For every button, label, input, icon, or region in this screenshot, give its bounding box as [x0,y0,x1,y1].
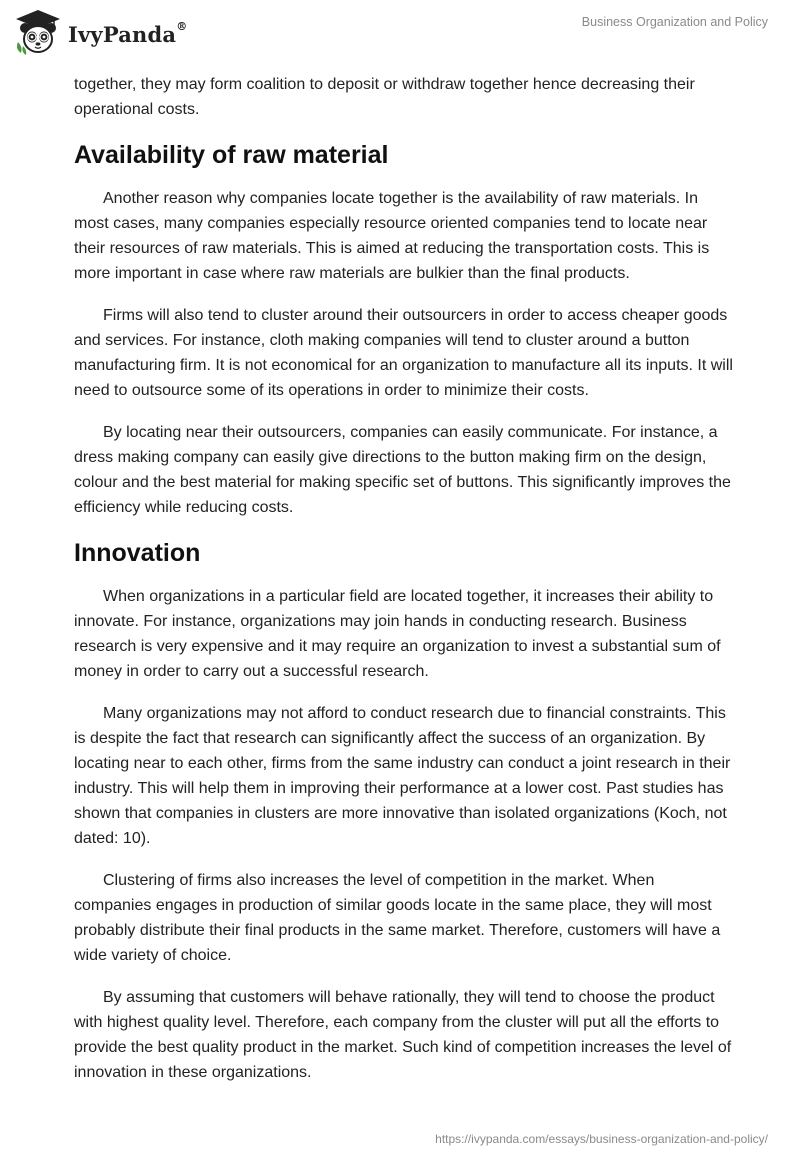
essay-body [74,72,734,1102]
paragraph: Clustering of firms also increases the level of competition in the market. When companies engages in production of similar goods locate in the same place, they will most probably distribute their final products in the same market. Therefore, customers will have a wide variety of choice. [74,872,721,964]
source-url-link[interactable]: https://ivypanda.com/essays/business-organization-and-policy/ [435,1132,768,1146]
paragraph: Many organizations may not afford to conduct research due to financial constraints. This is despite the fact that research can significantly affect the success of an organization. By locating near to each other, firms from the same industry can conduct a joint research in their industry. This will help them in improving their performance at a lower cost. Past studies has shown that companies in clusters are more innovative than isolated organizations (Koch, not dated: 10). [74,705,731,847]
section-heading: Innovation [74,539,201,567]
document-title: Business Organization and Policy [581,15,768,29]
ivypanda-logo[interactable] [14,8,187,56]
brand-name: IvyPanda® [68,19,188,47]
paragraph: When organizations in a particular field are located together, it increases their ability to innovate. For instance, organizations may join hands in conducting research. Business research is very expensive and it may require an organization to invest a substantial sum of money in order to carry out a successful research. [74,588,721,680]
paragraph: By locating near their outsourcers, companies can easily communicate. For instance, a dress making company can easily give directions to the button making firm on the design, colour and the best material for making specific set of buttons. This significantly improves the efficiency while reducing costs. [74,424,731,516]
panda-graduation-cap-icon [14,8,62,56]
paragraph: Another reason why companies locate together is the availability of raw materials. In most cases, many companies especially resource oriented companies tend to locate near their resources of raw materials. This is aimed at reducing the transportation costs. This is more important in case where raw materials are bulkier than the final products. [74,190,710,282]
paragraph: By assuming that customers will behave rationally, they will tend to choose the product with highest quality level. Therefore, each company from the cluster will put all the efforts to provide the best quality product in the market. Such kind of competition increases the level of innovation in these organizations. [74,989,732,1081]
paragraph: together, they may form coalition to deposit or withdraw together hence decreasing their operational costs. [74,76,695,118]
page-header [0,0,800,70]
paragraph: Firms will also tend to cluster around their outsourcers in order to access cheaper goods and services. For instance, cloth making companies will tend to cluster around a button manufacturing firm. It is not economical for an organization to manufacture all its inputs. It will need to outsource some of its operations in order to minimize their costs. [74,307,733,399]
section-heading: Availability of raw material [74,141,389,169]
